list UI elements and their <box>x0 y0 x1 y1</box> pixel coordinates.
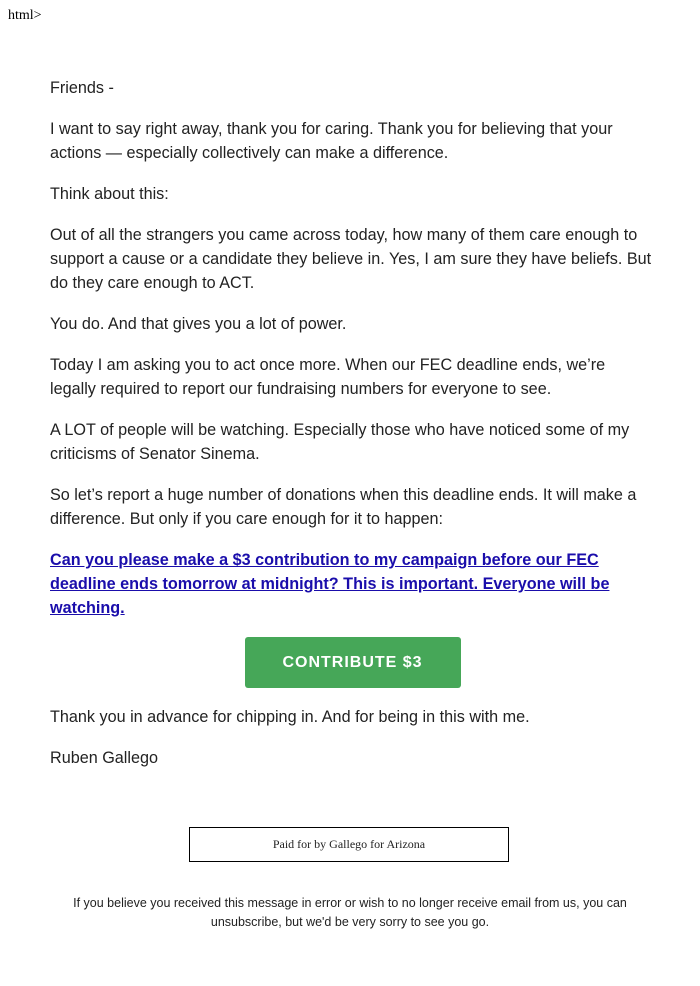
paragraph-strangers: Out of all the strangers you came across today, how many of them care enough to support a cause or a candidate they believe in. Yes, I am sure they have beliefs. But do they care enough to ACT. <box>50 226 652 292</box>
paragraph-power: You do. And that gives you a lot of power. <box>50 315 347 333</box>
contribution-link[interactable]: Can you please make a $3 contribution to my campaign before our FEC deadline ends tomorrow at midnight? This is important. Everyone will be watching. <box>50 551 610 617</box>
closing-line: Thank you in advance for chipping in. And for being in this with me. <box>50 708 530 726</box>
contribute-button[interactable]: CONTRIBUTE $3 <box>245 637 461 688</box>
signature: Ruben Gallego <box>50 749 158 767</box>
paragraph-deadline: Today I am asking you to act once more. When our FEC deadline ends, we’re legally required to report our fundraising numbers for everyone to see. <box>50 356 606 398</box>
paragraph-report: So let’s report a huge number of donations when this deadline ends. It will make a difference. But only if you care enough for it to happen: <box>50 486 637 528</box>
greeting: Friends - <box>50 79 114 97</box>
unsubscribe-footer: If you believe you received this message in error or wish to no longer receive email from us, you can unsubscribe, but we'd be very sorry to see you go. <box>73 896 627 929</box>
paragraph-thanks: I want to say right away, thank you for caring. Thank you for believing that your actions — especially collectively can make a difference. <box>50 120 613 162</box>
email-body <box>50 76 655 787</box>
paragraph-watching: A LOT of people will be watching. Especially those who have noticed some of my criticisms of Senator Sinema. <box>50 421 630 463</box>
button-container <box>50 637 655 688</box>
paid-for-disclaimer: Paid for by Gallego for Arizona <box>189 827 509 862</box>
paragraph-think: Think about this: <box>50 185 169 203</box>
stray-html-text: html> <box>8 8 42 23</box>
